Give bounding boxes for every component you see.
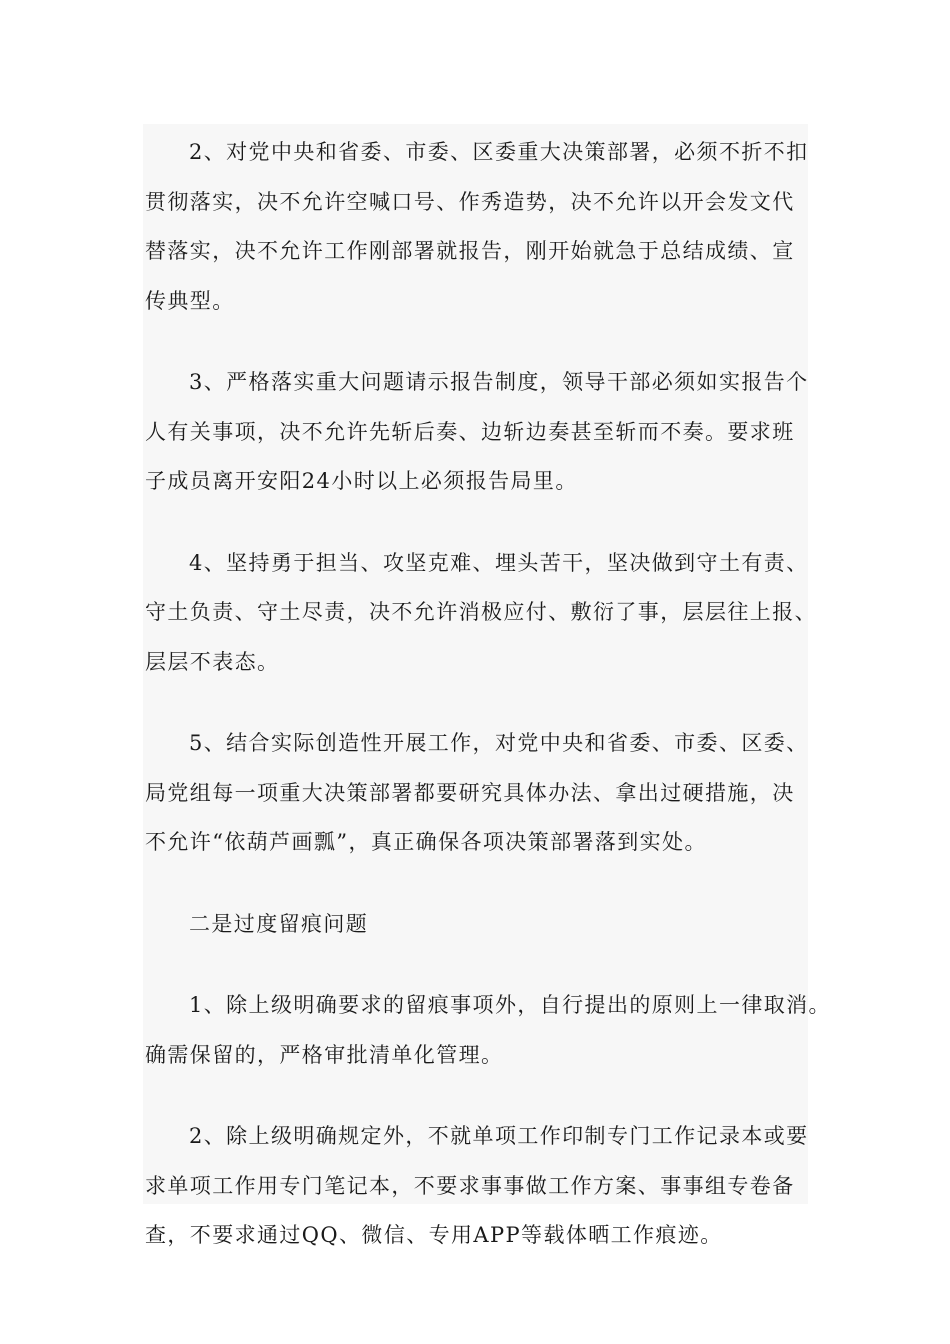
paragraph-line: 5、结合实际创造性开展工作，对党中央和省委、市委、区委、 bbox=[189, 731, 809, 755]
paragraph-line: 传典型。 bbox=[145, 288, 235, 313]
section-heading: 二是过度留痕问题 bbox=[189, 911, 369, 936]
paragraph-line: 2、对党中央和省委、市委、区委重大决策部署，必须不折不扣 bbox=[189, 140, 809, 164]
paragraph-trace-item-1 bbox=[145, 981, 831, 1080]
paragraph-item-4 bbox=[145, 539, 817, 688]
paragraph-item-5 bbox=[145, 719, 809, 868]
paragraph-line: 2、除上级明确规定外，不就单项工作印制专门工作记录本或要 bbox=[189, 1124, 809, 1148]
paragraph-trace-item-2 bbox=[145, 1112, 809, 1261]
paragraph-line: 求单项工作用专门笔记本，不要求事事做工作方案、事事组专卷备 bbox=[145, 1173, 795, 1198]
paragraph-line: 替落实，决不允许工作刚部署就报告，刚开始就急于总结成绩、宣 bbox=[145, 239, 795, 263]
paragraph-line: 不允许“依葫芦画瓢”，真正确保各项决策部署落到实处。 bbox=[145, 830, 707, 854]
paragraph-line: 人有关事项，决不允许先斩后奏、边斩边奏甚至斩而不奏。要求班 bbox=[145, 419, 795, 444]
paragraph-line: 4、坚持勇于担当、攻坚克难、埋头苦干，坚决做到守土有责、 bbox=[189, 550, 809, 575]
paragraph-item-2 bbox=[145, 128, 809, 326]
paragraph-line: 守土负责、守土尽责，决不允许消极应付、敷衍了事，层层往上报、 bbox=[145, 600, 817, 624]
paragraph-line: 局党组每一项重大决策部署都要研究具体办法、拿出过硬措施，决 bbox=[145, 780, 795, 805]
paragraph-item-3 bbox=[145, 358, 809, 507]
paragraph-line: 层层不表态。 bbox=[145, 649, 280, 674]
paragraph-line: 确需保留的，严格审批清单化管理。 bbox=[145, 1042, 504, 1067]
paragraph-line: 3、严格落实重大问题请示报告制度，领导干部必须如实报告个 bbox=[189, 370, 809, 394]
document-body bbox=[145, 128, 831, 1293]
paragraph-line: 子成员离开安阳24小时以上必须报告局里。 bbox=[145, 469, 578, 493]
paragraph-line: 查，不要求通过QQ、微信、专用APP等载体晒工作痕迹。 bbox=[145, 1223, 723, 1247]
paragraph-line: 1、除上级明确要求的留痕事项外，自行提出的原则上一律取消。 bbox=[189, 993, 831, 1017]
paragraph-line: 贯彻落实，决不允许空喊口号、作秀造势，决不允许以开会发文代 bbox=[145, 189, 795, 214]
